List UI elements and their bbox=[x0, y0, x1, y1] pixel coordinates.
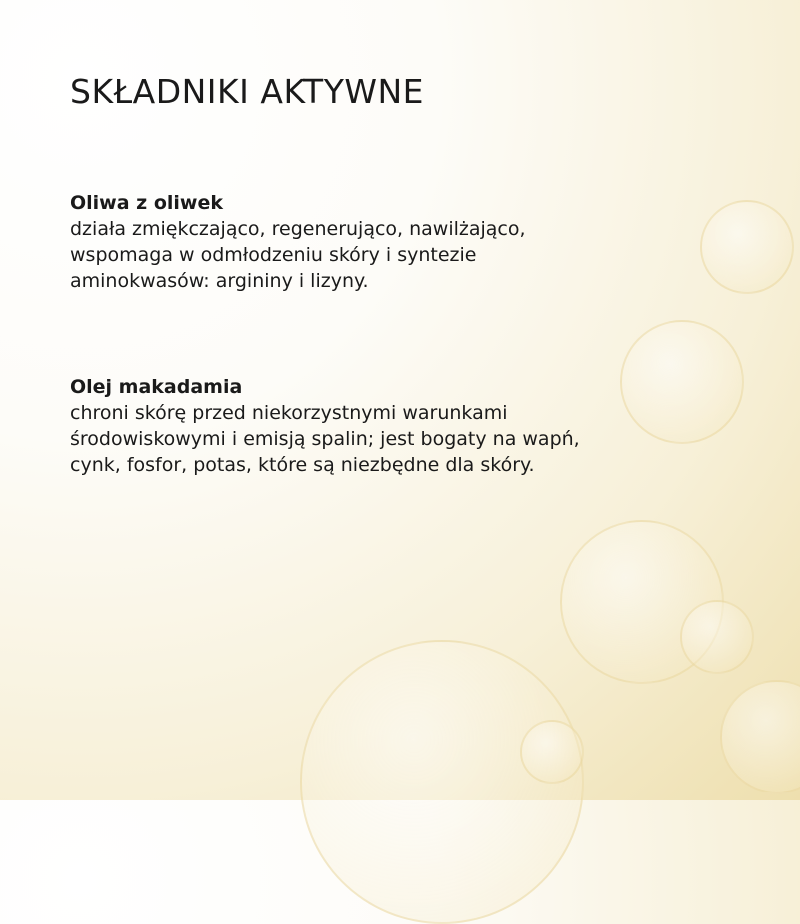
ingredient-olive-oil bbox=[70, 190, 590, 294]
ingredient-description: działa zmiękczająco, regenerująco, nawilżająco, wspomaga w odmłodzeniu skóry i syntezie aminokwasów: argininy i lizyny. bbox=[70, 218, 526, 292]
bubble bbox=[720, 680, 800, 794]
ingredient-macadamia-oil bbox=[70, 374, 590, 478]
bubble bbox=[680, 600, 754, 674]
ingredient-description: chroni skórę przed niekorzystnymi warunkami środowiskowymi i emisją spalin; jest bogaty na wapń, cynk, fosfor, potas, które są niezbędne dla skóry. bbox=[70, 402, 580, 476]
bubble bbox=[700, 200, 794, 294]
ingredient-name: Oliwa z oliwek bbox=[70, 192, 223, 214]
page-title: SKŁADNIKI AKTYWNE bbox=[70, 72, 425, 111]
ingredient-name: Olej makadamia bbox=[70, 376, 243, 398]
bubble bbox=[620, 320, 744, 444]
bubble bbox=[520, 720, 584, 784]
